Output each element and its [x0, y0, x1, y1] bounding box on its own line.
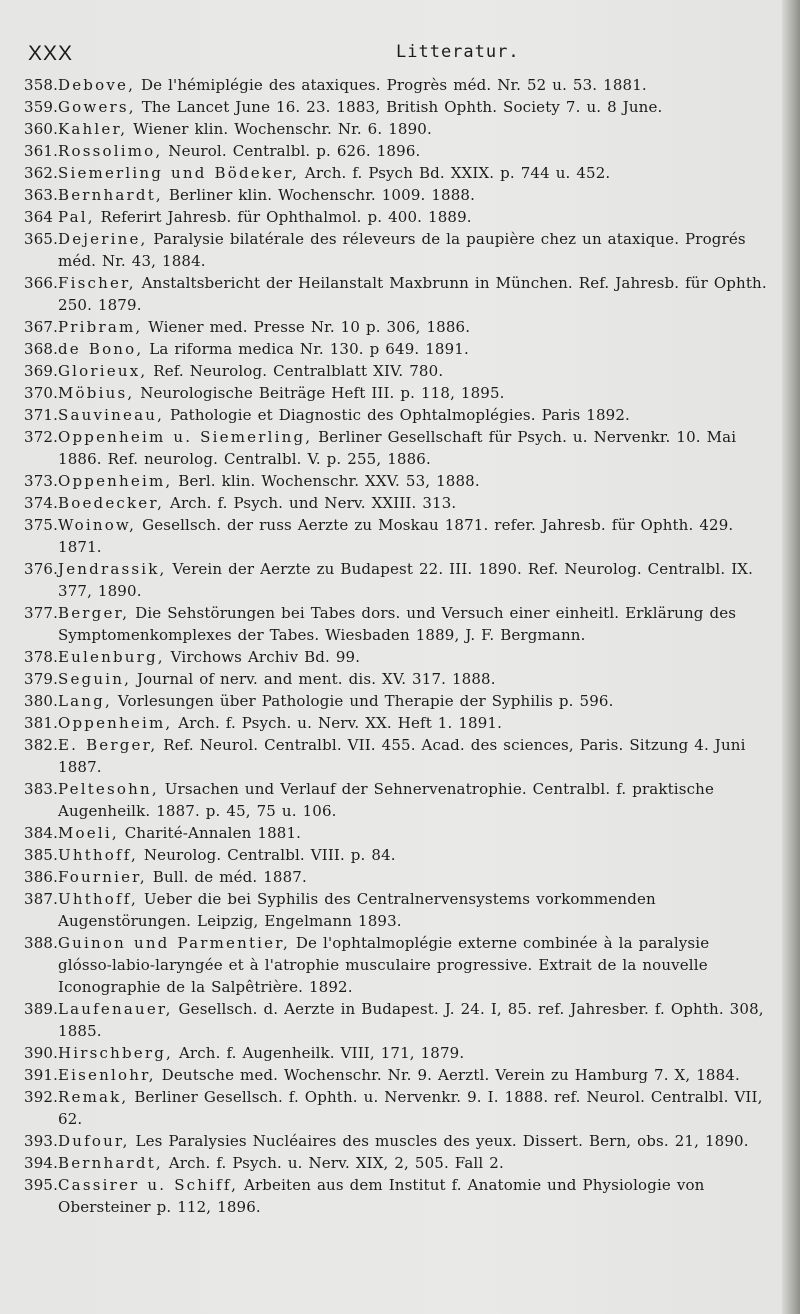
entry-citation: Journal of nerv. and ment. dis. XV. 317. 1888.	[131, 670, 496, 688]
entry-number: 366.	[24, 274, 58, 292]
entry-author: Boedecker,	[58, 494, 165, 512]
entry-author: Cassirer u. Schiff,	[58, 1176, 239, 1194]
entry-author: Fournier,	[58, 868, 147, 886]
entry-number: 381.	[24, 714, 58, 732]
entry-citation: Pathologie et Diagnostic des Ophtalmoplégies. Paris 1892.	[164, 406, 630, 424]
bibliography-entry	[24, 162, 769, 184]
entry-citation: Neurolog. Centralbl. VIII. p. 84.	[137, 846, 396, 864]
entry-citation: Anstaltsbericht der Heilanstalt Maxbrunn in München. Ref. Jahresb. für Ophth. 250. 1879.	[58, 274, 767, 314]
bibliography-entry	[24, 426, 769, 470]
entry-author: Laufenauer,	[58, 1000, 173, 1018]
bibliography-entry	[24, 646, 769, 668]
entry-citation: Ueber die bei Syphilis des Centralnervensystems vorkommenden Augenstörungen. Leipzig, Engelmann 1893.	[58, 890, 656, 930]
entry-number: 369.	[24, 362, 58, 380]
entry-number: 360.	[24, 120, 58, 138]
bibliography-entry	[24, 866, 769, 888]
entry-citation: Arch. f. Psych. u. Nerv. XIX, 2, 505. Fall 2.	[162, 1154, 504, 1172]
entry-citation: Berl. klin. Wochenschr. XXV. 53, 1888.	[172, 472, 480, 490]
bibliography-list	[24, 74, 769, 1218]
entry-number: 391.	[24, 1066, 58, 1084]
entry-citation: Referirt Jahresb. für Ophthalmol. p. 400. 1889.	[94, 208, 472, 226]
entry-author: Uhthoff,	[58, 846, 138, 864]
bibliography-entry	[24, 140, 769, 162]
entry-number: 392.	[24, 1088, 58, 1106]
entry-citation: Virchows Archiv Bd. 99.	[164, 648, 361, 666]
entry-author: Woinow,	[58, 516, 137, 534]
entry-citation: Ursachen und Verlauf der Sehnervenatrophie. Centralbl. f. praktische Augenheilk. 1887. p. 45, 75 u. 106.	[58, 780, 714, 820]
entry-author: E. Berger,	[58, 736, 158, 754]
entry-author: Dejerine,	[58, 230, 148, 248]
entry-number: 372.	[24, 428, 58, 446]
entry-citation: Verein der Aerzte zu Budapest 22. III. 1890. Ref. Neurolog. Centralbl. IX. 377, 1890.	[58, 560, 754, 600]
entry-number: 361.	[24, 142, 58, 160]
entry-author: Seguin,	[58, 670, 132, 688]
bibliography-entry	[24, 228, 769, 272]
bibliography-entry	[24, 888, 769, 932]
entry-author: Oppenheim,	[58, 714, 173, 732]
entry-number: 358.	[24, 76, 58, 94]
bibliography-entry	[24, 668, 769, 690]
bibliography-entry	[24, 1086, 769, 1130]
entry-citation: Arch. f. Psych. u. Nerv. XX. Heft 1. 1891.	[172, 714, 503, 732]
entry-number: 362.	[24, 164, 58, 182]
entry-author: Remak,	[58, 1088, 129, 1106]
entry-author: Eisenlohr,	[58, 1066, 156, 1084]
entry-citation: Neurologische Beiträge Heft III. p. 118, 1895.	[134, 384, 505, 402]
bibliography-entry	[24, 998, 769, 1042]
entry-citation: Wiener med. Presse Nr. 10 p. 306, 1886.	[142, 318, 471, 336]
bibliography-entry	[24, 558, 769, 602]
entry-number: 364	[24, 208, 54, 226]
entry-number: 359.	[24, 98, 58, 116]
entry-number: 368.	[24, 340, 58, 358]
entry-author: Moeli,	[58, 824, 119, 842]
entry-number: 383.	[24, 780, 58, 798]
entry-number: 375.	[24, 516, 58, 534]
entry-number: 370.	[24, 384, 58, 402]
entry-citation: Neurol. Centralbl. p. 626. 1896.	[162, 142, 421, 160]
entry-number: 393.	[24, 1132, 58, 1150]
entry-author: Eulenburg,	[58, 648, 165, 666]
entry-author: Siemerling und Bödeker,	[58, 164, 299, 182]
entry-citation: Vorlesungen über Pathologie und Therapie der Syphilis p. 596.	[111, 692, 614, 710]
entry-citation: Die Sehstörungen bei Tabes dors. und Versuch einer einheitl. Erklärung des Symptomenkomplexes der Tabes. Wiesbaden 1889, J. F. Bergmann.	[58, 604, 737, 644]
entry-citation: De l'ophtalmoplégie externe combinée à la paralysie glósso-labio-laryngée et à l'atrophie musculaire progressive. Extrait de la nouvelle Iconographie de la Salpêtrière. 1892.	[58, 934, 710, 996]
entry-number: 371.	[24, 406, 58, 424]
entry-number: 365.	[24, 230, 58, 248]
entry-author: Kahler,	[58, 120, 128, 138]
entry-number: 374.	[24, 494, 58, 512]
entry-citation: Paralysie bilatérale des réleveurs de la paupière chez un ataxique. Progrés méd. Nr. 43, 1884.	[58, 230, 746, 270]
bibliography-entry	[24, 1064, 769, 1086]
bibliography-entry	[24, 712, 769, 734]
entry-number: 387.	[24, 890, 58, 908]
entry-citation: Arch. f. Psych Bd. XXIX. p. 744 u. 452.	[298, 164, 611, 182]
bibliography-entry	[24, 492, 769, 514]
entry-author: Hirschberg,	[58, 1044, 174, 1062]
bibliography-entry	[24, 118, 769, 140]
bibliography-entry	[24, 74, 769, 96]
entry-number: 386.	[24, 868, 58, 886]
entry-author: Lang,	[58, 692, 112, 710]
entry-author: Oppenheim,	[58, 472, 173, 490]
bibliography-entry	[24, 1042, 769, 1064]
page-number: XXX	[28, 42, 74, 65]
running-title: Litteratur.	[396, 42, 520, 62]
bibliography-entry	[24, 514, 769, 558]
bibliography-entry	[24, 360, 769, 382]
entry-citation: Wiener klin. Wochenschr. Nr. 6. 1890.	[127, 120, 432, 138]
bibliography-entry	[24, 1130, 769, 1152]
entry-author: Möbius,	[58, 384, 135, 402]
entry-author: de Bono,	[58, 340, 144, 358]
entry-number: 376.	[24, 560, 58, 578]
entry-number: 380.	[24, 692, 58, 710]
entry-author: Dufour,	[58, 1132, 130, 1150]
page-edge-shadow	[782, 0, 800, 1314]
entry-citation: Berliner klin. Wochenschr. 1009. 1888.	[162, 186, 476, 204]
bibliography-entry	[24, 932, 769, 998]
bibliography-entry	[24, 822, 769, 844]
entry-number: 388.	[24, 934, 58, 952]
entry-author: Rossolimo,	[58, 142, 163, 160]
entry-citation: Gesellsch. d. Aerzte in Budapest. J. 24. I, 85. ref. Jahresber. f. Ophth. 308, 1885.	[58, 1000, 764, 1040]
entry-citation: Berliner Gesellsch. f. Ophth. u. Nervenkr. 9. I. 1888. ref. Neurol. Centralbl. VII, 62.	[58, 1088, 763, 1128]
entry-number: 377.	[24, 604, 58, 622]
entry-author: Glorieux,	[58, 362, 148, 380]
bibliography-entry	[24, 272, 769, 316]
bibliography-entry	[24, 734, 769, 778]
bibliography-entry	[24, 602, 769, 646]
entry-number: 385.	[24, 846, 58, 864]
entry-citation: Gesellsch. der russ Aerzte zu Moskau 1871. refer. Jahresb. für Ophth. 429. 1871.	[58, 516, 734, 556]
bibliography-entry	[24, 1152, 769, 1174]
entry-citation: Ref. Neurol. Centralbl. VII. 455. Acad. des sciences, Paris. Sitzung 4. Juni 1887.	[58, 736, 746, 776]
entry-citation: Les Paralysies Nucléaires des muscles des yeux. Dissert. Bern, obs. 21, 1890.	[129, 1132, 749, 1150]
entry-citation: La riforma medica Nr. 130. p 649. 1891.	[143, 340, 469, 358]
entry-author: Berger,	[58, 604, 130, 622]
bibliography-entry	[24, 206, 769, 228]
bibliography-entry	[24, 690, 769, 712]
entry-number: 394.	[24, 1154, 58, 1172]
entry-number: 395.	[24, 1176, 58, 1194]
page-header	[28, 42, 773, 74]
entry-author: Peltesohn,	[58, 780, 159, 798]
entry-citation: The Lancet June 16. 23. 1883, British Ophth. Society 7. u. 8 June.	[135, 98, 663, 116]
bibliography-entry	[24, 1174, 769, 1218]
entry-number: 379.	[24, 670, 58, 688]
entry-number: 373.	[24, 472, 58, 490]
entry-number: 363.	[24, 186, 58, 204]
entry-author: Bernhardt,	[58, 1154, 163, 1172]
entry-author: Oppenheim u. Siemerling,	[58, 428, 313, 446]
entry-citation: Ref. Neurolog. Centralblatt XIV. 780.	[147, 362, 444, 380]
entry-author: Sauvineau,	[58, 406, 165, 424]
entry-citation: Arbeiten aus dem Institut f. Anatomie und Physiologie von Obersteiner p. 112, 1896.	[58, 1176, 705, 1216]
entry-citation: Bull. de méd. 1887.	[146, 868, 307, 886]
entry-author: Bernhardt,	[58, 186, 163, 204]
entry-number: 378.	[24, 648, 58, 666]
entry-number: 382.	[24, 736, 58, 754]
entry-author: Pribram,	[58, 318, 143, 336]
entry-author: Guinon und Parmentier,	[58, 934, 290, 952]
bibliography-entry	[24, 96, 769, 118]
entry-citation: Berliner Gesellschaft für Psych. u. Nervenkr. 10. Mai 1886. Ref. neurolog. Centralbl. V. p. 255, 1886.	[58, 428, 737, 468]
entry-number: 390.	[24, 1044, 58, 1062]
entry-citation: De l'hémiplégie des ataxiques. Progrès méd. Nr. 52 u. 53. 1881.	[135, 76, 647, 94]
bibliography-entry	[24, 316, 769, 338]
bibliography-entry	[24, 404, 769, 426]
entry-author: Gowers,	[58, 98, 136, 116]
bibliography-entry	[24, 844, 769, 866]
entry-citation: Arch. f. Psych. und Nerv. XXIII. 313.	[164, 494, 457, 512]
bibliography-entry	[24, 382, 769, 404]
entry-citation: Charité-Annalen 1881.	[118, 824, 302, 842]
entry-number: 367.	[24, 318, 58, 336]
entry-author: Jendrassik,	[58, 560, 167, 578]
entry-author: Uhthoff,	[58, 890, 138, 908]
entry-number: 384.	[24, 824, 58, 842]
bibliography-entry	[24, 470, 769, 492]
bibliography-entry	[24, 778, 769, 822]
entry-citation: Deutsche med. Wochenschr. Nr. 9. Aerztl. Verein zu Hamburg 7. X, 1884.	[155, 1066, 740, 1084]
entry-author: Fischer,	[58, 274, 136, 292]
entry-citation: Arch. f. Augenheilk. VIII, 171, 1879.	[173, 1044, 465, 1062]
entry-author: Debove,	[58, 76, 136, 94]
entry-author: Pal,	[58, 208, 95, 226]
entry-number: 389.	[24, 1000, 58, 1018]
bibliography-entry	[24, 184, 769, 206]
bibliography-entry	[24, 338, 769, 360]
